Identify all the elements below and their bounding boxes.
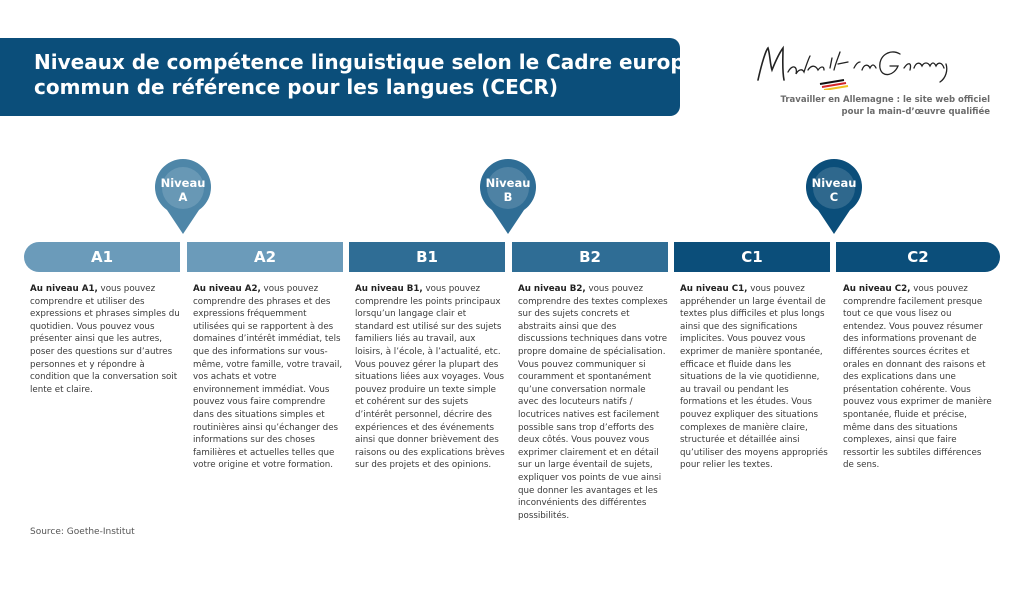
description-lead: Au niveau A1, — [30, 284, 98, 294]
source-note: Source: Goethe-Institut — [30, 527, 135, 537]
brand-tagline — [781, 94, 991, 118]
level-bar-a1: A1 — [24, 242, 180, 272]
pin-word: Niveau — [811, 176, 857, 190]
description-text: vous pouvez comprendre les points principaux lorsqu’un langage clair et standard est utilisé sur des sujets familiers liés au travail, aux loisirs, à l’école, à l’actualité, etc. Vous pouvez gérer la plupart des situations liées aux voyages. Vous pouvez produire un texte simple et cohérent sur des sujets d’intérêt personnel, décrire des expériences et des événements ainsi que donner brièvement des raisons ou des explications brèves sur des projets et des opinions. — [355, 284, 505, 471]
pin-letter: C — [829, 190, 839, 204]
level-description-b2 — [518, 283, 668, 522]
description-lead: Au niveau C1, — [680, 284, 748, 294]
pin-word: Niveau — [160, 176, 206, 190]
pin-level-c — [804, 158, 864, 236]
make-it-in-germany-logo — [750, 40, 960, 90]
description-text: vous pouvez comprendre et utiliser des expressions et phrases simples du quotidien. Vous pouvez vous présenter ainsi que les autres, poser des questions sur d’autres personnes et y répondre à condition que la conversation soit lente et claire. — [30, 284, 180, 395]
level-bar-b1: B1 — [349, 242, 505, 272]
description-lead: Au niveau C2, — [843, 284, 911, 294]
brand-tagline-line-1: Travailler en Allemagne : le site web officiel — [780, 95, 990, 105]
page-title-line-1: Niveaux de compétence linguistique selon le Cadre européen — [34, 50, 727, 74]
description-text: vous pouvez appréhender un large éventail de textes plus difficiles et plus longs ainsi que des significations implicites. Vous pouvez vous exprimer de manière spontanée, efficace et fluide dans les situations de la vie quotidienne, au travail ou pendant les formations et les études. Vous pouvez expliquer des situations complexes de manière claire, structurée et détaillée ainsi qu’utiliser des moyens appropriés pour relier les textes. — [680, 284, 828, 471]
level-bar-b2: B2 — [512, 242, 668, 272]
pin-word: Niveau — [485, 176, 531, 190]
brand-tagline-line-2: pour la main-d’œuvre qualifiée — [841, 107, 990, 117]
level-bar-c2: C2 — [836, 242, 1000, 272]
page-title-line-2: commun de référence pour les langues (CECR) — [34, 75, 558, 99]
level-bar-c1: C1 — [674, 242, 830, 272]
level-description-c2 — [843, 283, 993, 472]
description-lead: Au niveau B2, — [518, 284, 586, 294]
pin-letter: B — [503, 190, 513, 204]
level-description-a1 — [30, 283, 180, 396]
level-description-c1 — [680, 283, 830, 472]
pin-letter: A — [178, 190, 188, 204]
description-text: vous pouvez comprendre des phrases et des expressions fréquemment utilisées qui se rapportent à des domaines d’intérêt immédiat, tels que des informations sur vous-même, votre famille, votre travail, vos achats et votre environnement immédiat. Vous pouvez vous faire comprendre dans des situations simples et routinières ainsi qu’échanger des informations sur des choses familières et actuelles telles que votre origine et votre formation. — [193, 284, 343, 471]
description-lead: Au niveau A2, — [193, 284, 261, 294]
pin-level-a — [153, 158, 213, 236]
description-text: vous pouvez comprendre facilement presque tout ce que vous lisez ou entendez. Vous pouvez résumer des informations provenant de différentes sources écrites et orales en donnant des raisons et des explications dans une présentation cohérente. Vous pouvez vous exprimer de manière spontanée, fluide et précise, même dans des situations complexes, ainsi que faire ressortir les subtiles différences de sens. — [843, 284, 992, 471]
description-text: vous pouvez comprendre des textes complexes sur des sujets concrets et abstraits ainsi que des discussions techniques dans votre propre domaine de spécialisation. Vous pouvez communiquer si couramment et spontanément qu’une conversation normale avec des locuteurs natifs / locutrices natives est facilement possible sans trop d’efforts des deux côtés. Vous pouvez vous exprimer clairement et en détail sur un large éventail de sujets, expliquer vos points de vue ainsi que donner les avantages et les inconvénients des différentes possibilités. — [518, 284, 668, 521]
level-bar-a2: A2 — [187, 242, 343, 272]
description-lead: Au niveau B1, — [355, 284, 423, 294]
title-banner — [0, 38, 727, 116]
level-description-a2 — [193, 283, 343, 472]
pin-level-b — [478, 158, 538, 236]
level-description-b1 — [355, 283, 505, 472]
